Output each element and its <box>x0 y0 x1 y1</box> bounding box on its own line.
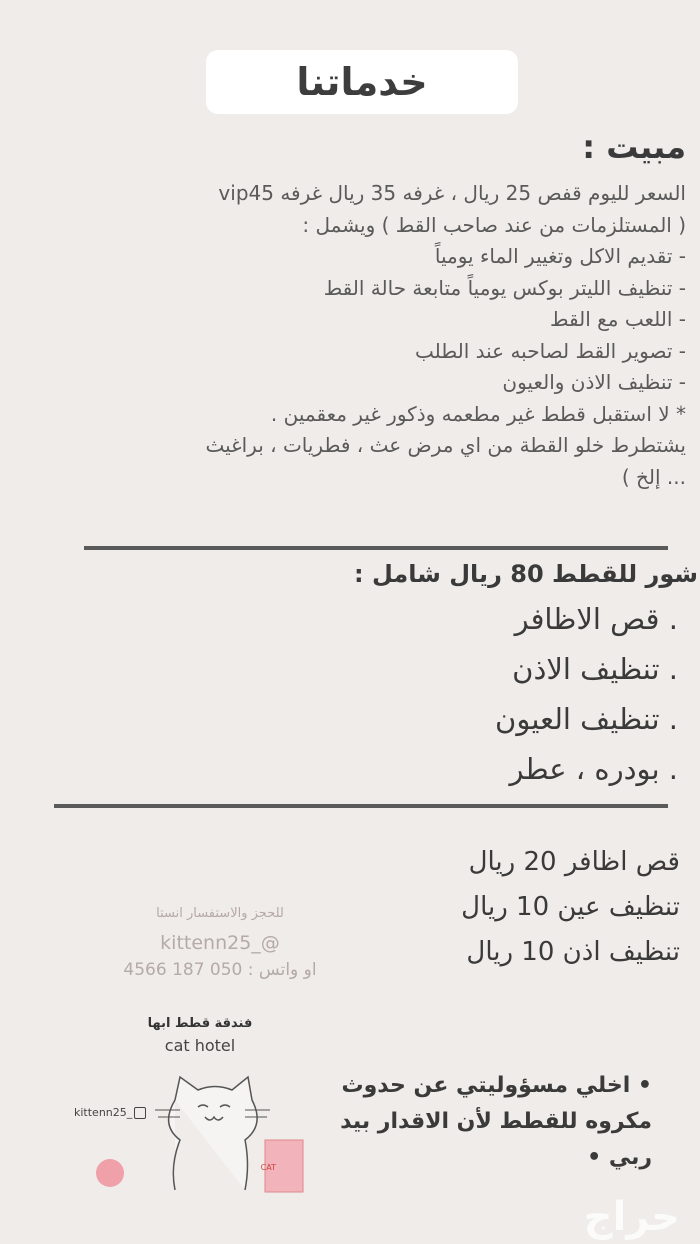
price-list <box>461 840 680 975</box>
boarding-line: - تصوير القط لصاحبه عند الطلب <box>414 338 686 363</box>
grooming-heading: شور للقطط 80 ريال شامل : <box>354 560 698 588</box>
price-item: قص اظافر 20 ريال <box>468 847 680 877</box>
instagram-handle: kittenn25_@ <box>160 932 280 954</box>
divider <box>54 804 668 808</box>
grooming-list <box>495 594 678 794</box>
price-item: تنظيف عين 10 ريال <box>461 892 680 922</box>
logo-name-ar: فندقة قطط ابها <box>147 1016 253 1031</box>
watermark-logo: حراج <box>583 1194 680 1240</box>
boarding-line: ... إلخ ) <box>621 464 686 489</box>
logo-name-en: cat hotel <box>164 1036 236 1055</box>
liability-note-text: اخلي مسؤوليتي عن حدوث مكروه للقطط لأن الاقدار بيد ربي <box>340 1073 652 1170</box>
grooming-item: . بودره ، عطر <box>509 752 678 786</box>
contact-label: للحجز والاستفسار انستا <box>156 906 284 921</box>
liability-note: • اخلي مسؤوليتي عن حدوث مكروه للقطط لأن الاقدار بيد ربي • <box>340 1073 652 1170</box>
boarding-line: - تنظيف الليتر بوكس يومياً متابعة حالة القط <box>323 275 686 300</box>
boarding-line: - تقديم الاكل وتغيير الماء يومياً <box>434 244 686 268</box>
divider <box>84 546 668 550</box>
grooming-item: . تنظيف العيون <box>495 702 678 736</box>
boarding-line: - تنظيف الاذن والعيون <box>502 370 686 394</box>
boarding-line: - اللعب مع القط <box>550 307 686 331</box>
grooming-item: . تنظيف الاذن <box>512 652 678 686</box>
grooming-item: . قص الاظافر <box>514 602 678 636</box>
whatsapp-number: او واتس : 050 187 4566 <box>123 960 317 980</box>
cat-food-bag-label: CAT <box>260 1163 276 1172</box>
cat-illustration-icon <box>80 1055 320 1195</box>
boarding-details <box>86 178 686 493</box>
logo-handle-text: kittenn25_ <box>74 1106 133 1119</box>
boarding-line: * لا استقبل قطط غير مطعمه وذكور غير معقمين . <box>270 401 686 426</box>
boarding-line: ( المستلزمات من عند صاحب القط ) ويشمل : <box>302 212 686 237</box>
boarding-line: السعر لليوم قفص 25 ريال ، غرفه 35 ريال غرفه vip45 <box>218 181 686 205</box>
price-item: تنظيف اذن 10 ريال <box>466 937 680 967</box>
boarding-heading: مبيت : <box>582 128 686 166</box>
page-title: خدماتنا <box>206 50 518 114</box>
boarding-line: يشتطرط خلو القطة من اي مرض عث ، فطريات ، براغيث <box>205 433 686 457</box>
